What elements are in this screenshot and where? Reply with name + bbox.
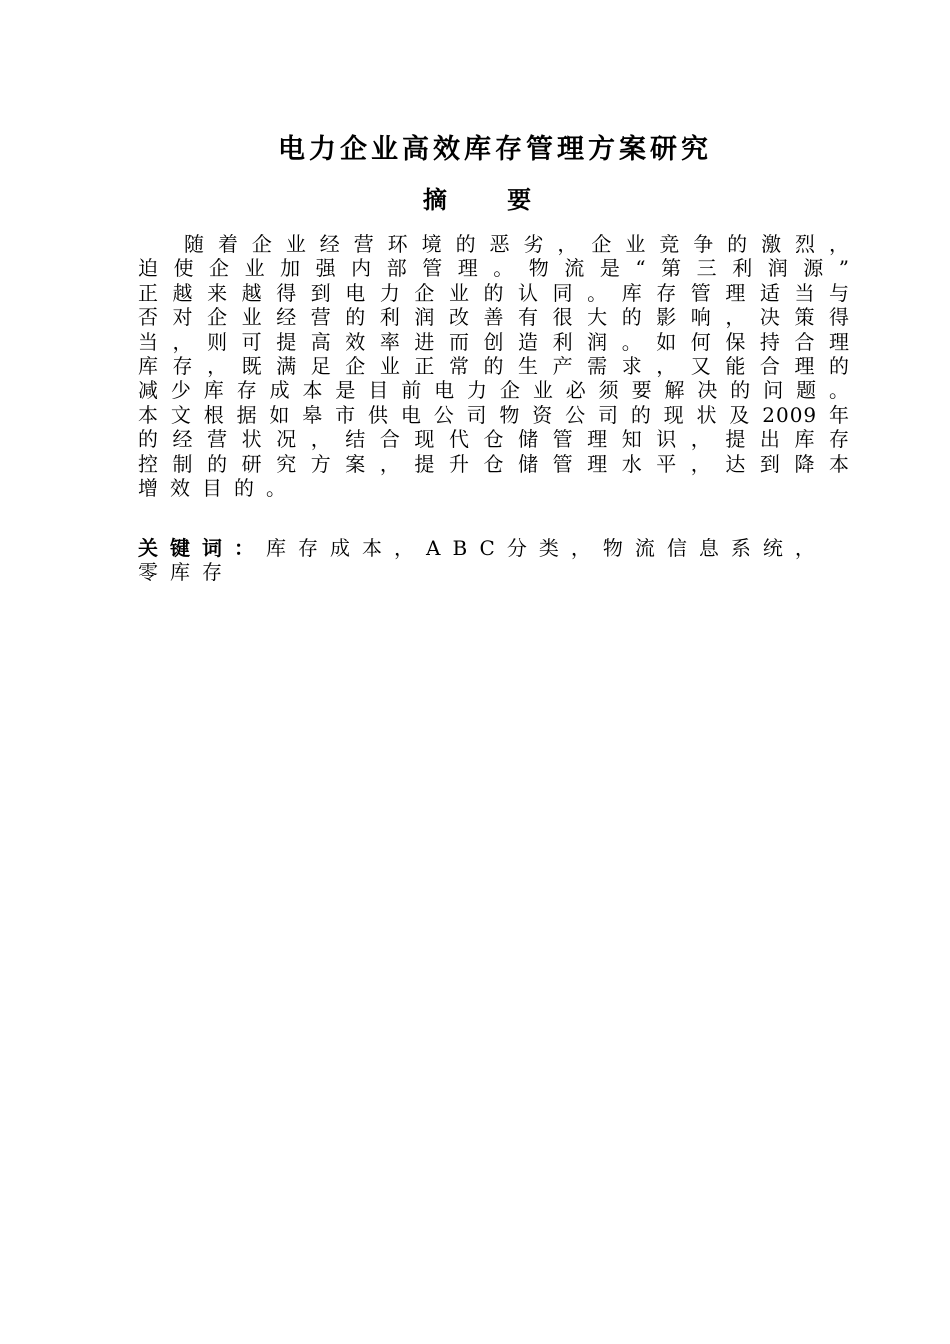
abstract-line: 的经营状况，结合现代仓储管理知识，提出库存 — [138, 427, 850, 452]
abstract-line: 控制的研究方案，提升仓储管理水平，达到降本 — [138, 451, 850, 476]
abstract-line: 减少库存成本是目前电力企业必须要解决的问题。 — [138, 378, 850, 403]
abstract-body — [138, 232, 850, 500]
keywords-section — [138, 536, 850, 585]
abstract-line: 本文根据如皋市供电公司物资公司的现状及2009年 — [138, 402, 850, 427]
keywords-line — [138, 536, 850, 560]
abstract-heading: 摘 要 — [422, 186, 558, 214]
abstract-line: 当，则可提高效率进而创造利润。如何保持合理 — [138, 329, 850, 354]
abstract-line: 增效目的。 — [138, 475, 298, 500]
keywords-line-continued: 零库存 — [138, 560, 234, 585]
abstract-line: 库存，既满足企业正常的生产需求，又能合理的 — [138, 353, 850, 378]
document-title: 电力企业高效库存管理方案研究 — [278, 134, 712, 165]
keywords-label: 关键词： — [138, 536, 266, 560]
keywords-values: 库存成本，ABC分类，物流信息系统， — [266, 536, 827, 560]
abstract-line: 否对企业经营的利润改善有很大的影响，决策得 — [138, 305, 850, 330]
abstract-line: 正越来越得到电力企业的认同。库存管理适当与 — [138, 280, 850, 305]
abstract-line: 随着企业经营环境的恶劣，企业竞争的激烈， — [184, 232, 850, 256]
abstract-line: 迫使企业加强内部管理。物流是“第三利润源” — [138, 256, 850, 281]
